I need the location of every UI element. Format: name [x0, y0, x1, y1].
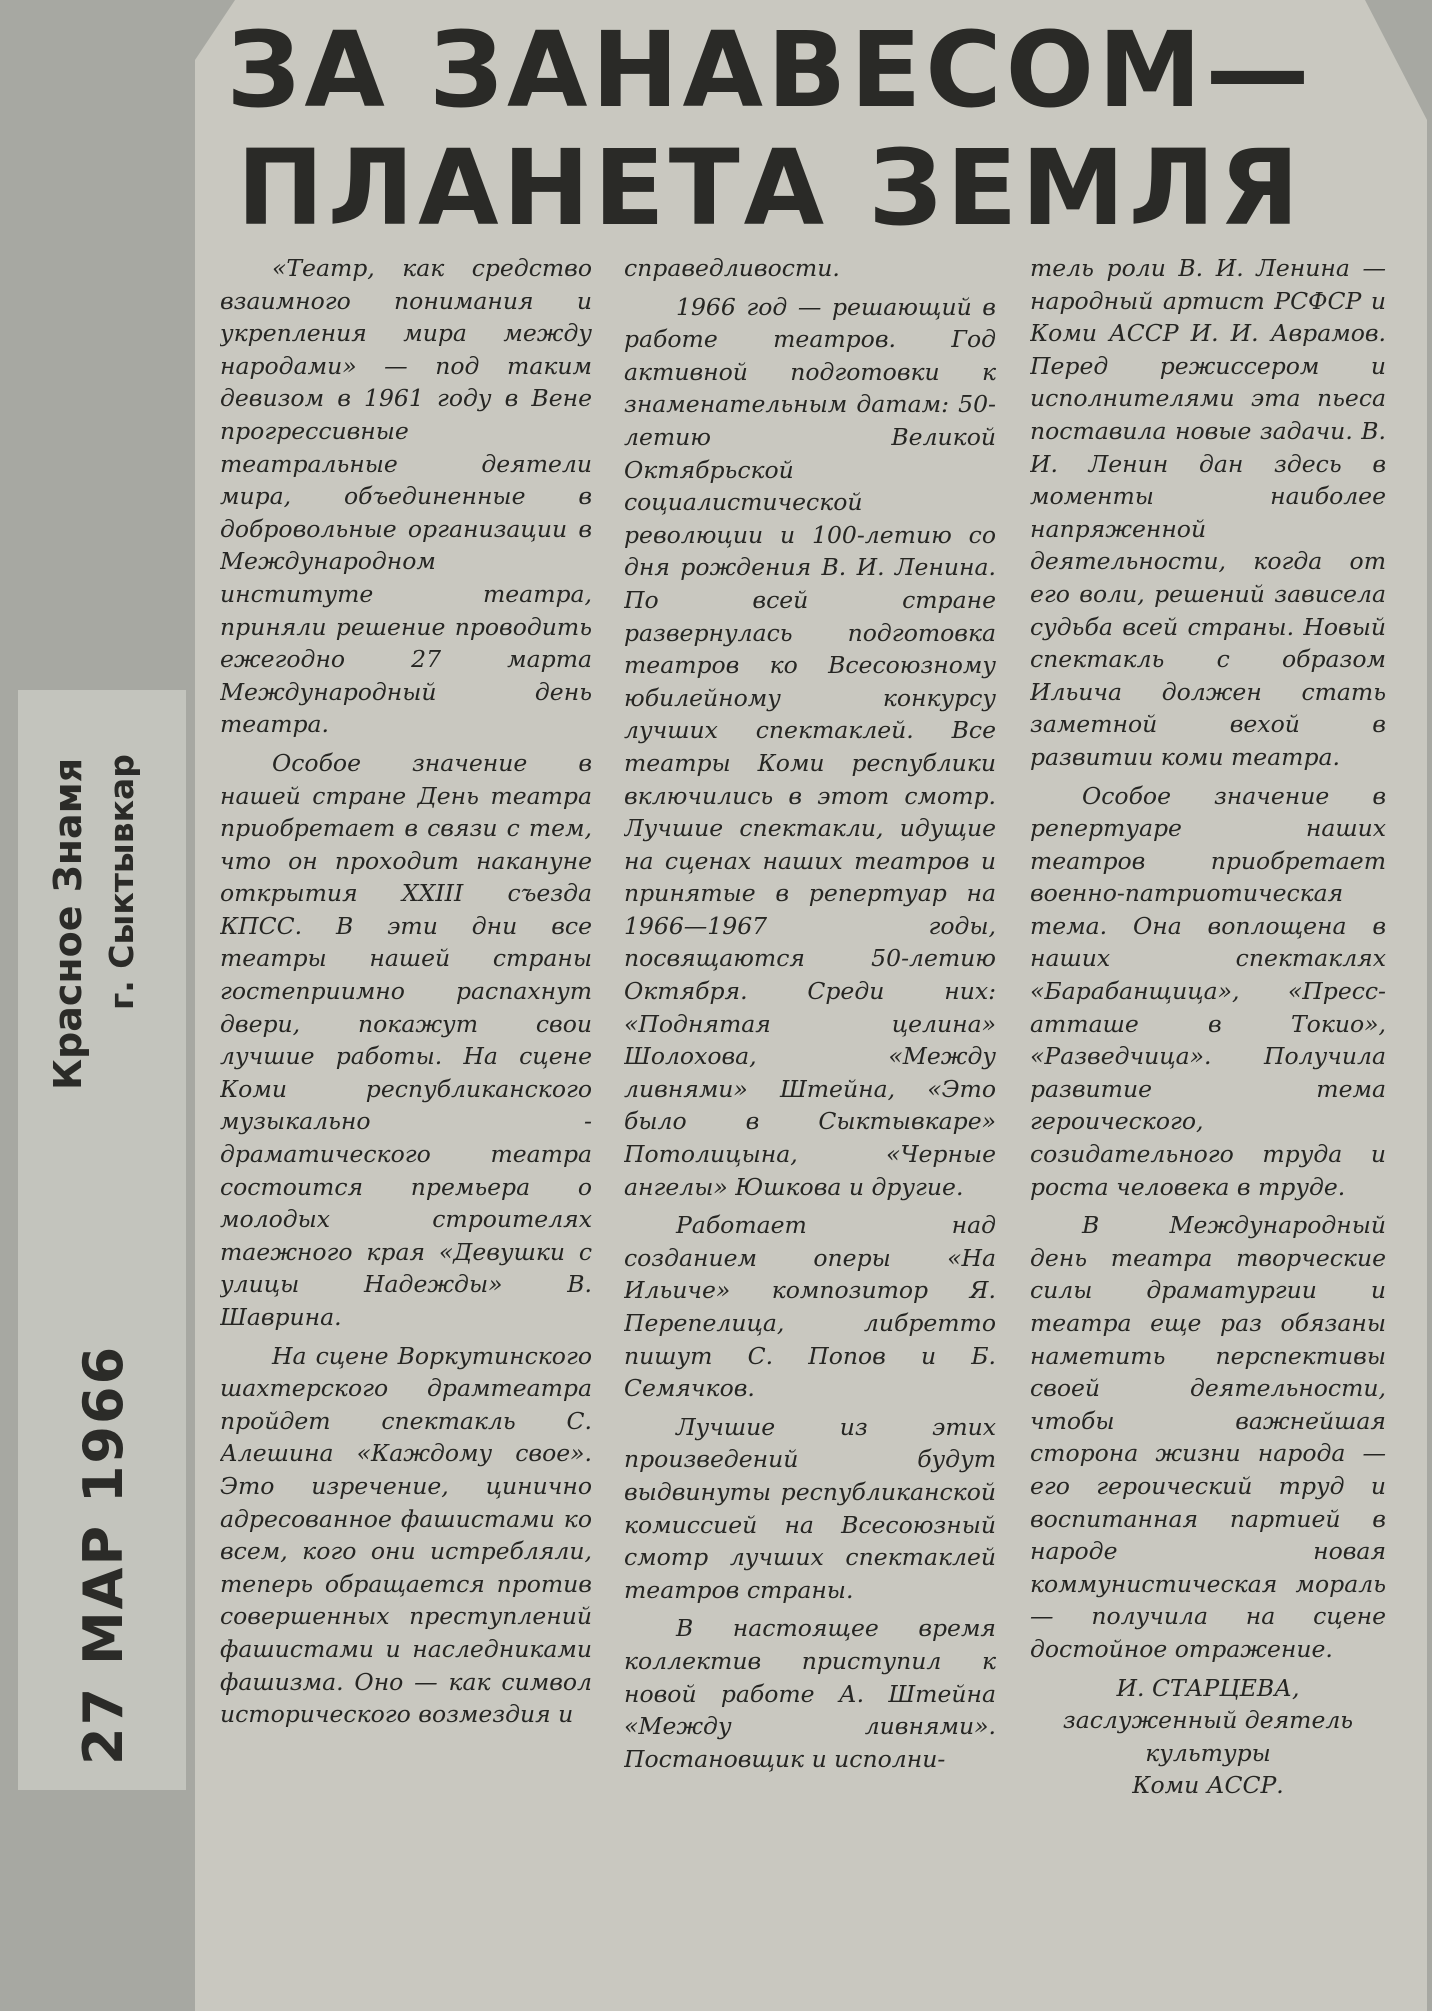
- author-title-region: Коми АССР.: [1132, 1771, 1284, 1800]
- paragraph: В Международный день театра творческие силы драматургии и театра еще раз обязаны наметить перспективы своей деятельности, чтобы важнейшая сторона жизни народа — его героический труд и воспитанная партией в народе новая коммунистическая мораль — получила на сцене достойное отражение.: [1030, 1211, 1386, 1663]
- author-title: заслуженный деятель культуры: [1062, 1706, 1354, 1767]
- article-column-3: [1030, 252, 1386, 1992]
- paragraph: «Театр, как средство взаимного понимания и укрепления мира между народами» — под таким девизом в 1961 году в Вене прогрессивные театральные деятели мира, объединенные в добровольные организации в Международном институте театра, приняли решение проводить ежегодно 27 марта Международный день театра.: [220, 254, 592, 739]
- paragraph: справедливости.: [624, 254, 840, 282]
- article-column-2: [624, 252, 996, 1992]
- publication-date-stamp: 27 МАР 1966: [72, 1344, 135, 1765]
- paragraph: На сцене Воркутинского шахтерского драмтеатра пройдет спектакль С. Алешина «Каждому свое». Это изречение, цинично адресованное фашистами ко всем, кого они истребляли, теперь обращается против совершенных преступлений фашистами и наследниками фашизма. Оно — как символ исторического возмездия и: [220, 1341, 592, 1729]
- paragraph: тель роли В. И. Ленина — народный артист РСФСР и Коми АССР И. И. Аврамов. Перед режиссером и исполнителями эта пьеса поставила новые задачи. В. И. Ленин дан здесь в моменты наиболее напряженной деятельности, когда от его воли, решений зависела судьба всей страны. Новый спектакль с образом Ильича должен стать заметной вехой в развитии коми театра.: [1030, 254, 1386, 771]
- paragraph: 1966 год — решающий в работе театров. Год активной подготовки к знаменательным датам: 50-летию Великой Октябрьской социалистической революции и 100-летию со дня рождения В. И. Ленина. По всей стране развернулась подготовка театров ко Всесоюзному юбилейному конкурсу лучших спектаклей. Все театры Коми республики включились в этот смотр. Лучшие спектакли, идущие на сценах наших театров и принятые в репертуар на 1966—1967 годы, посвящаются 50-летию Октября. Среди них: «Поднятая целина» Шолохова, «Между ливнями» Штейна, «Это было в Сыктывкаре» Потолицына, «Черные ангелы» Юшкова и другие.: [624, 292, 996, 1201]
- paragraph: Лучшие из этих произведений будут выдвинуты республиканской комиссией на Всесоюзный смотр лучших спектаклей театров страны.: [624, 1412, 996, 1604]
- publication-name: Красное Знамя: [46, 757, 90, 1090]
- paragraph: Работает над созданием оперы «На Ильиче» композитор Я. Перепелица, либретто пишут С. Попов и Б. Семячков.: [624, 1211, 996, 1403]
- paragraph: В настоящее время коллектив приступил к новой работе А. Штейна «Между ливнями». Постановщик и исполни-: [624, 1614, 996, 1773]
- headline-line-1: ЗА ЗАНАВЕСОМ—: [226, 9, 1314, 131]
- author-signature: И. СТАРЦЕВА,: [1116, 1673, 1300, 1702]
- paragraph: Особое значение в репертуаре наших театров приобретает военно-патриотическая тема. Она воплощена в наших спектаклях «Барабанщица», «Пресс-атташе в Токио», «Разведчица». Получила развитие тема героического, созидательного труда и роста человека в труде.: [1030, 781, 1386, 1201]
- paragraph: Особое значение в нашей стране День театра приобретает в связи с тем, что он проходит накануне открытия XXIII съезда КПСС. В эти дни все театры нашей страны гостеприимно распахнут двери, покажут свои лучшие работы. На сцене Коми республиканского музыкально - драматического театра состоится премьера о молодых строителях таежного края «Девушки с улицы Надежды» В. Шаврина.: [220, 748, 592, 1331]
- headline-line-2: ПЛАНЕТА ЗЕМЛЯ: [236, 127, 1304, 249]
- publication-city: г. Сыктывкар: [102, 754, 141, 1010]
- article-column-1: [220, 252, 592, 1992]
